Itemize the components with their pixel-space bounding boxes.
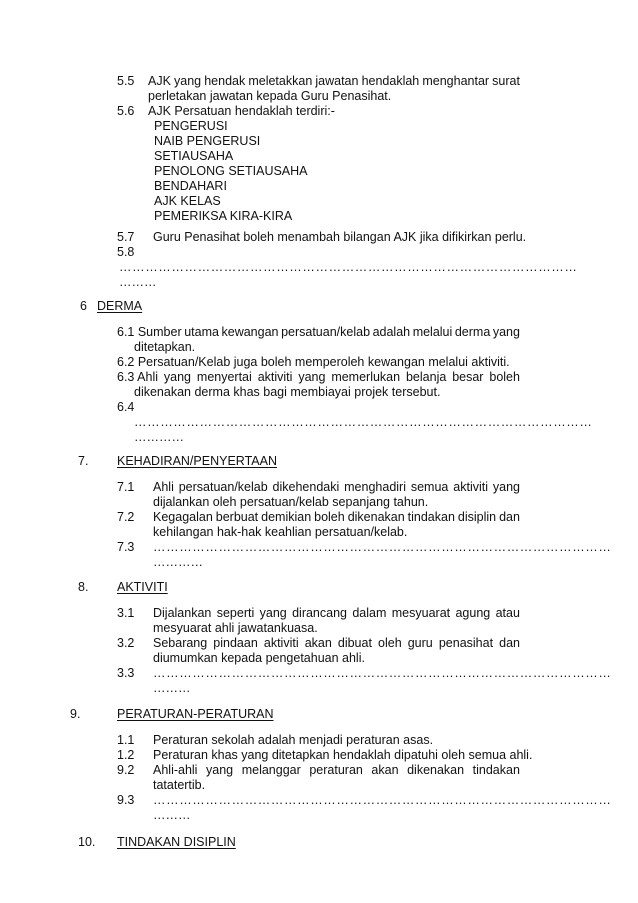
item-9-3-line2: tatatertib.: [153, 778, 206, 792]
item-8-2-number: 3.2: [117, 636, 135, 650]
word: yang: [298, 370, 326, 384]
blank-dots-line: ……………………………………………………………………………………………: [153, 540, 612, 554]
word: besar: [452, 370, 484, 384]
item-6-1-line2: ditetapkan.: [134, 340, 196, 354]
member-role: NAIB PENGERUSI: [154, 134, 261, 148]
word: melanggar: [241, 763, 301, 777]
word: menghadiri: [344, 480, 406, 494]
item-9-4-number: 9.3: [117, 793, 135, 807]
word: boleh: [489, 370, 520, 384]
section-9-title: PERATURAN-PERATURAN: [117, 707, 274, 721]
item-7-1-number: 7.1: [117, 480, 135, 494]
word: belanja: [405, 370, 447, 384]
blank-dots-line: ……………………………………………………………………………………………: [153, 666, 612, 680]
item-9-1-text: Peraturan sekolah adalah menjadi peraturan asas.: [153, 733, 434, 747]
word: yang: [163, 370, 192, 384]
word: Ahli: [153, 480, 174, 494]
word: Ahli-ahli: [153, 763, 198, 777]
item-7-1-line1: [153, 480, 520, 495]
word: dalam: [352, 606, 387, 620]
word: yang: [174, 74, 202, 88]
section-8-title: AKTIVITI: [117, 580, 168, 594]
word: akan: [371, 763, 399, 777]
item-6-3-line2: dikenakan derma khas bagi membiayai projek tersebut.: [134, 385, 441, 399]
word: dan: [499, 636, 520, 650]
item-7-2-line2: kehilangan hak-hak keahlian persatuan/kelab.: [153, 525, 408, 539]
item-6-2-text: 6.2 Persatuan/Kelab juga boleh memperoleh kewangan melalui aktiviti.: [117, 355, 510, 369]
item-8-2-line2: diumumkan kepada pengetahuan ahli.: [153, 651, 365, 665]
word: yang: [492, 480, 520, 494]
item-7-1-line2: dijalankan oleh persatuan/kelab sepanjang tahun.: [153, 495, 429, 509]
word: adalah: [372, 325, 411, 339]
item-7-2-line1: [153, 510, 520, 525]
word: demikian: [261, 510, 312, 524]
word: dikehendaki: [272, 480, 340, 494]
blank-dots-line: …………: [134, 430, 184, 444]
word: disiplin: [457, 510, 497, 524]
item-8-1-line1: [153, 606, 520, 621]
item-5-8-number: 5.8: [117, 245, 135, 259]
member-role: PEMERIKSA KIRA-KIRA: [154, 209, 293, 223]
word: oleh: [378, 636, 402, 650]
member-role: PENGERUSI: [154, 119, 228, 133]
item-9-2-text: Peraturan khas yang ditetapkan hendaklah dipatuhi oleh semua ahli.: [153, 748, 533, 762]
blank-dots-line: ………: [153, 808, 191, 822]
item-8-1-line2: mesyuarat ahli jawatankuasa.: [153, 621, 318, 635]
word: AJK: [148, 74, 171, 88]
word: hendaklah: [361, 74, 420, 88]
item-5-6-number: 5.6: [117, 104, 135, 118]
member-role: PENOLONG SETIAUSAHA: [154, 164, 308, 178]
item-8-3-number: 3.3: [117, 666, 135, 680]
item-6-4-number: 6.4: [117, 400, 135, 414]
word: aktiviti: [257, 370, 293, 384]
item-6-3-line1: [117, 370, 520, 385]
item-5-6-text: AJK Persatuan hendaklah terdiri:-: [148, 104, 335, 118]
item-9-3-number: 9.2: [117, 763, 135, 777]
section-10-title: TINDAKAN DISIPLIN: [117, 835, 236, 849]
word: mesyuarat: [391, 606, 451, 620]
section-7-title: KEHADIRAN/PENYERTAAN: [117, 454, 277, 468]
word: kewangan: [221, 325, 279, 339]
item-5-7-text: Guru Penasihat boleh menambah bilangan AJK jika difikirkan perlu.: [153, 230, 527, 244]
word: aktiviti: [263, 636, 299, 650]
word: dan: [499, 510, 520, 524]
word: Kegagalan: [153, 510, 213, 524]
section-6-number: 6: [80, 299, 87, 313]
word: atau: [495, 606, 520, 620]
blank-dots-line: ……………………………………………………………………………………………: [119, 260, 578, 274]
word: seperti: [216, 606, 255, 620]
word: menyertai: [196, 370, 252, 384]
member-role: SETIAUSAHA: [154, 149, 234, 163]
section-10-number: 10.: [78, 835, 96, 849]
word: dikenakan: [347, 510, 405, 524]
item-8-1-number: 3.1: [117, 606, 135, 620]
word: persatuan/kelab: [178, 480, 268, 494]
member-role: BENDAHARI: [154, 179, 227, 193]
word: yang: [259, 606, 287, 620]
word: guru: [407, 636, 433, 650]
item-7-3-number: 7.3: [117, 540, 135, 554]
word: aktiviti: [453, 480, 488, 494]
word: Sebarang: [153, 636, 208, 650]
word: boleh: [314, 510, 345, 524]
blank-dots-line: ……………………………………………………………………………………………: [134, 415, 593, 429]
word: jawatan: [315, 74, 359, 88]
word: pindaan: [213, 636, 258, 650]
word: tindakan: [472, 763, 520, 777]
blank-dots-line: ………: [153, 681, 191, 695]
word: agung: [455, 606, 491, 620]
word: yang: [206, 763, 234, 777]
blank-dots-line: ………: [119, 275, 157, 289]
blank-dots-line: …………: [153, 555, 203, 569]
word: dikenakan: [407, 763, 465, 777]
item-9-1-number: 1.1: [117, 733, 135, 747]
item-5-7-number: 5.7: [117, 230, 135, 244]
word: derma: [454, 325, 491, 339]
word: 6.1 Sumber: [117, 325, 182, 339]
section-8-number: 8.: [78, 580, 89, 594]
word: peraturan: [309, 763, 363, 777]
word: tindakan: [407, 510, 455, 524]
item-8-2-line1: [153, 636, 520, 651]
word: surat: [492, 74, 520, 88]
member-role: AJK KELAS: [154, 194, 221, 208]
item-5-5-line2: perletakan jawatan kepada Guru Penasihat.: [148, 89, 392, 103]
blank-dots-line: ……………………………………………………………………………………………: [153, 793, 612, 807]
word: dirancang: [292, 606, 347, 620]
word: dibuat: [337, 636, 372, 650]
section-7-number: 7.: [78, 454, 89, 468]
item-5-5-line1: [148, 74, 520, 89]
item-9-3-line1: [153, 763, 520, 778]
word: menghantar: [422, 74, 490, 88]
section-9-number: 9.: [70, 707, 81, 721]
word: penasihat: [438, 636, 494, 650]
word: berbuat: [215, 510, 259, 524]
word: meletakkan: [248, 74, 313, 88]
word: 6.3 Ahli: [117, 370, 159, 384]
item-5-5-number: 5.5: [117, 74, 135, 88]
item-6-1-line1: [117, 325, 520, 340]
word: persatuan/kelab: [281, 325, 371, 339]
word: utama: [184, 325, 219, 339]
section-6-title: DERMA: [97, 299, 143, 313]
word: yang: [492, 325, 520, 339]
word: semua: [410, 480, 449, 494]
word: memerlukan: [331, 370, 401, 384]
word: melalui: [412, 325, 453, 339]
word: akan: [304, 636, 332, 650]
item-7-2-number: 7.2: [117, 510, 135, 524]
word: hendak: [204, 74, 246, 88]
item-9-2-number: 1.2: [117, 748, 135, 762]
word: Dijalankan: [153, 606, 212, 620]
